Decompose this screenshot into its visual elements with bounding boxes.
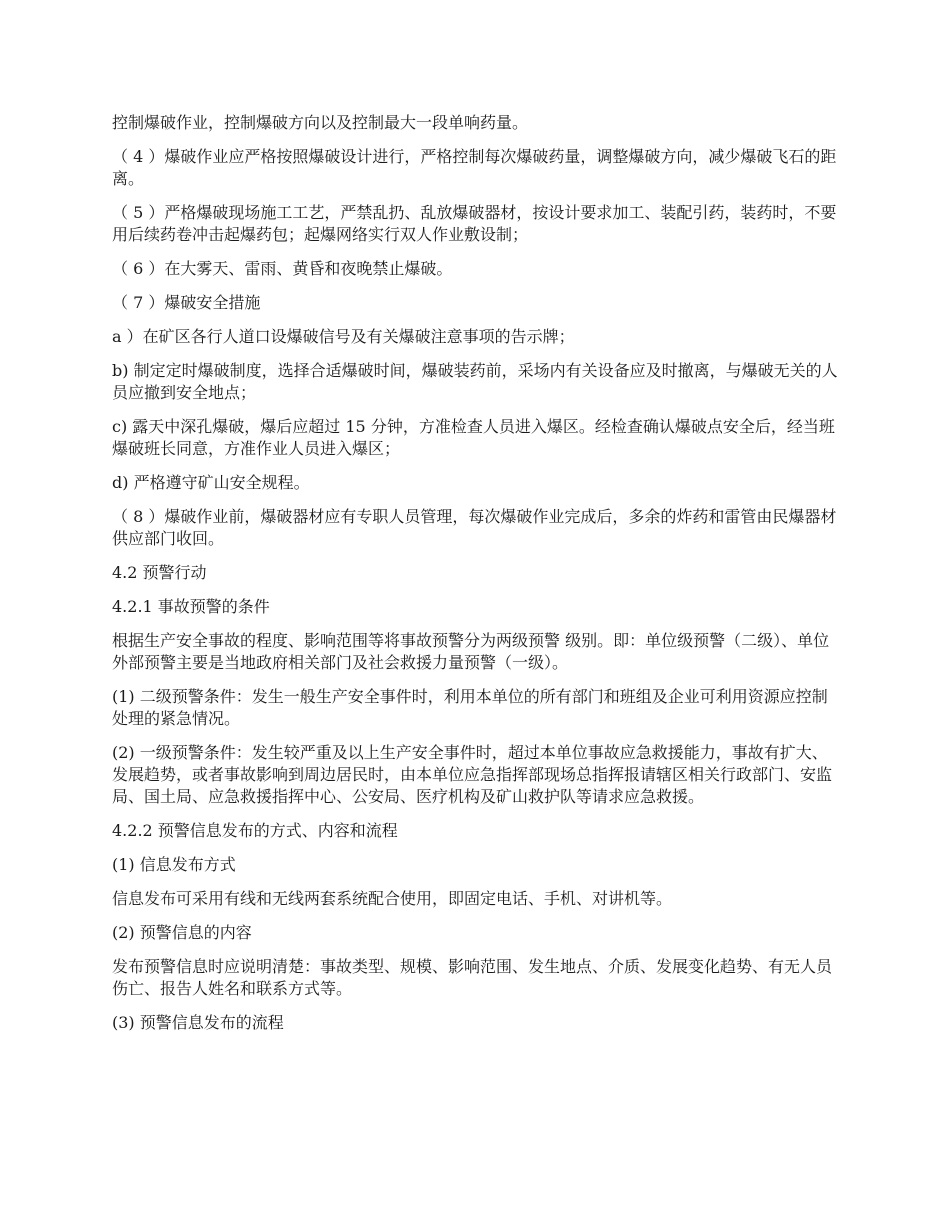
paragraph: (2) 预警信息的内容 — [112, 923, 252, 942]
subsection-heading: 4.2.2 预警信息发布的方式、内容和流程 — [112, 821, 398, 840]
paragraph: （ 7 ）爆破安全措施 — [112, 293, 261, 312]
paragraph: 控制爆破作业，控制爆破方向以及控制最大一段单响药量。 — [112, 113, 529, 132]
paragraph: 信息发布可采用有线和无线两套系统配合使用，即固定电话、手机、对讲机等。 — [112, 889, 673, 908]
paragraph: d) 严格遵守矿山安全规程。 — [112, 473, 310, 492]
paragraph: a ）在矿区各行人道口设爆破信号及有关爆破注意事项的告示牌； — [112, 327, 575, 346]
paragraph: 发布预警信息时应说明清楚：事故类型、规模、影响范围、发生地点、介质、发展变化趋势、有无人员伤亡、报告人姓名和联系方式等。 — [112, 957, 833, 998]
paragraph: （ 8 ）爆破作业前，爆破器材应有专职人员管理，每次爆破作业完成后，多余的炸药和雷管由民爆器材供应部门收回。 — [112, 507, 837, 548]
paragraph: (1) 二级预警条件：发生一般生产安全事件时，利用本单位的所有部门和班组及企业可利用资源应控制处理的紧急情况。 — [112, 687, 828, 728]
paragraph: b) 制定定时爆破制度，选择合适爆破时间，爆破装药前，采场内有关设备应及时撤离，与爆破无关的人员应撤到安全地点； — [112, 361, 838, 402]
paragraph: （ 6 ）在大雾天、雷雨、黄昏和夜晚禁止爆破。 — [112, 259, 453, 278]
section-heading: 4.2 预警行动 — [112, 563, 207, 582]
paragraph: （ 5 ）严格爆破现场施工工艺，严禁乱扔、乱放爆破器材，按设计要求加工、装配引药，装药时，不要用后续药卷冲击起爆药包；起爆网络实行双人作业敷设制； — [112, 203, 837, 244]
document-page — [112, 112, 840, 1046]
paragraph: c) 露天中深孔爆破，爆后应超过 15 分钟，方准检查人员进入爆区。经检查确认爆破点安全后，经当班爆破班长同意，方准作业人员进入爆区； — [112, 417, 835, 458]
paragraph: (1) 信息发布方式 — [112, 855, 236, 874]
subsection-heading: 4.2.1 事故预警的条件 — [112, 597, 270, 616]
paragraph: 根据生产安全事故的程度、影响范围等将事故预警分为两级预警 级别。即：单位级预警（二级）、单位外部预警主要是当地政府相关部门及社会救援力量预警（一级）。 — [112, 631, 830, 672]
paragraph: (3) 预警信息发布的流程 — [112, 1013, 284, 1032]
paragraph: （ 4 ）爆破作业应严格按照爆破设计进行，严格控制每次爆破药量，调整爆破方向，减少爆破飞石的距离。 — [112, 147, 837, 188]
paragraph: (2) 一级预警条件：发生较严重及以上生产安全事件时，超过本单位事故应急救援能力，事故有扩大、发展趋势，或者事故影响到周边居民时，由本单位应急指挥部现场总指挥报请辖区相关行政部门、安监局、国土局、应急救援指挥中心、公安局、医疗机构及矿山救护队等请求应急救援。 — [112, 743, 833, 806]
